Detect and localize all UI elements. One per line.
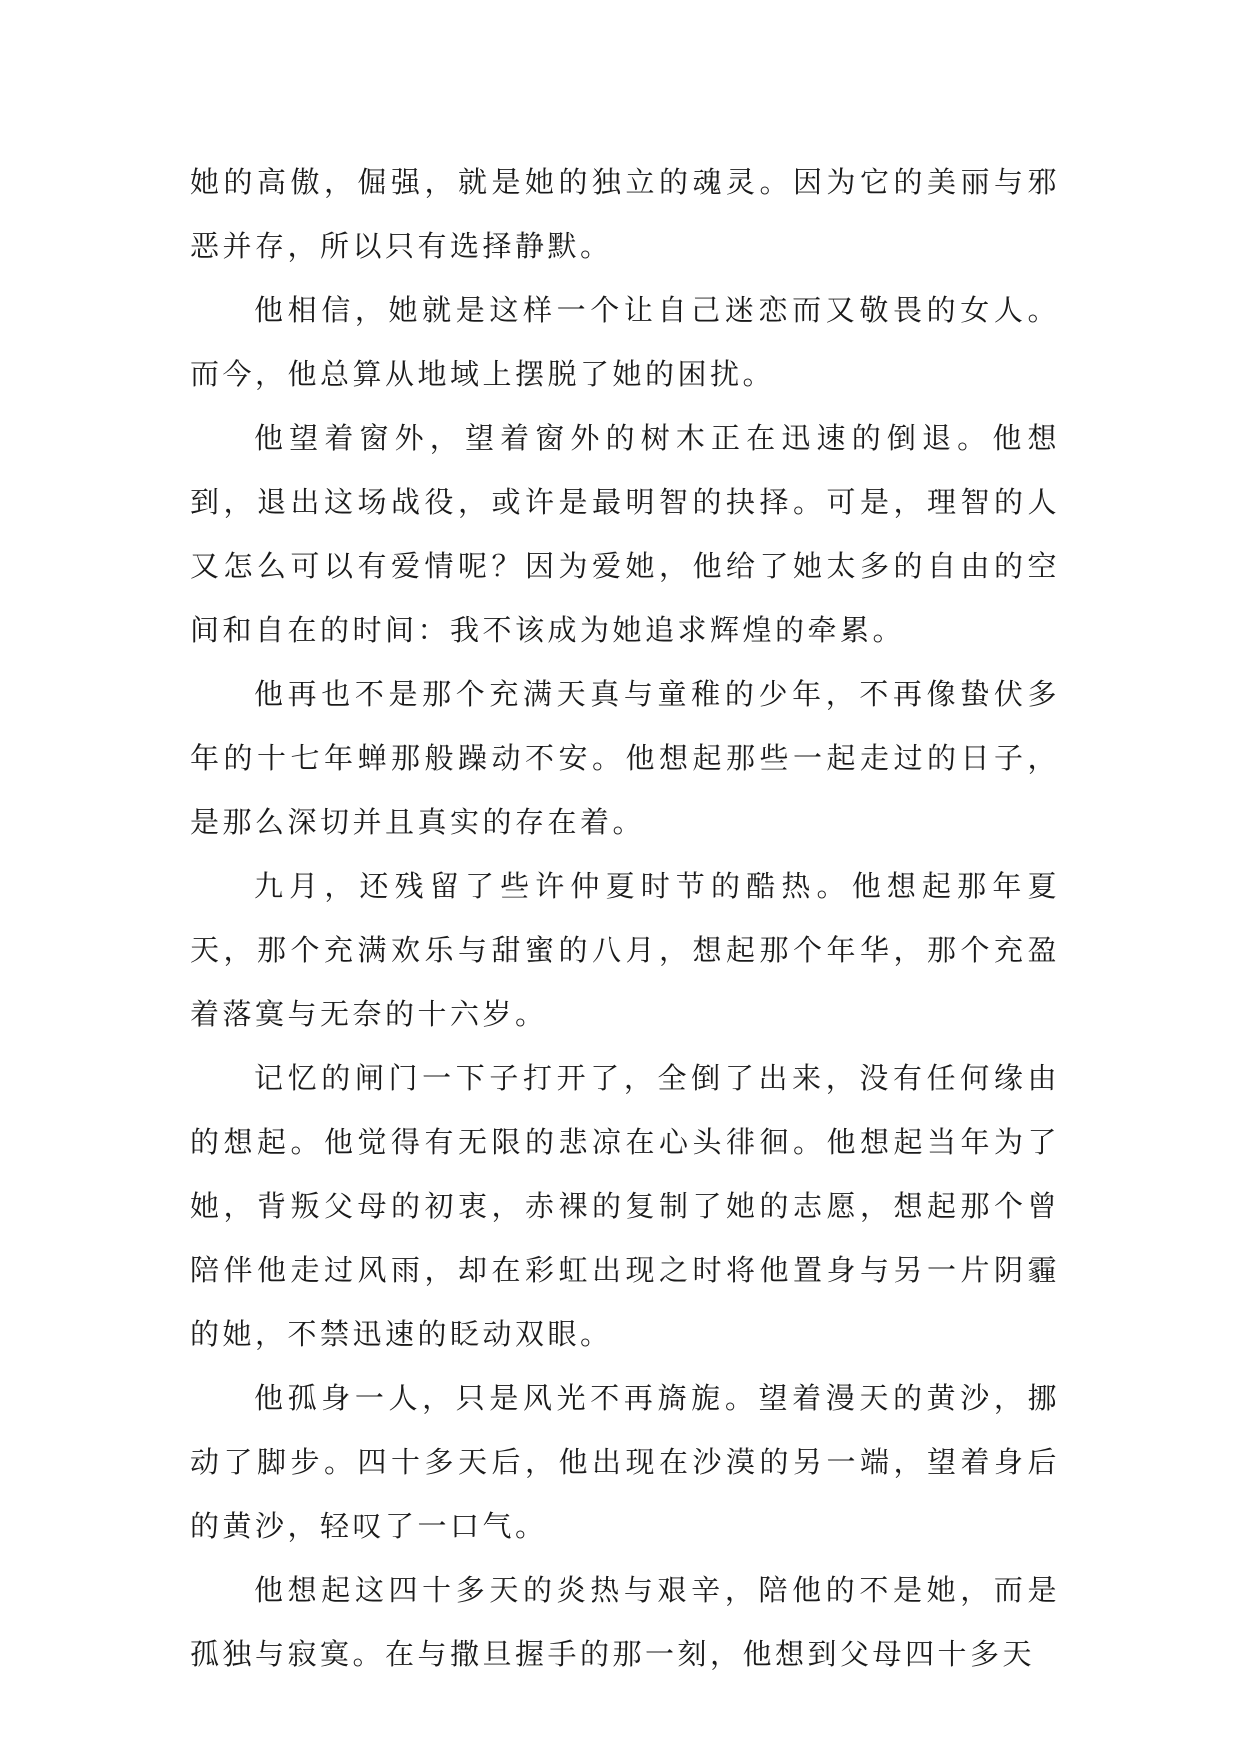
paragraph-1: 她的高傲，倔强，就是她的独立的魂灵。因为它的美丽与邪恶并存，所以只有选择静默。: [190, 165, 1060, 263]
paragraph-6: 记忆的闸门一下子打开了，全倒了出来，没有任何缘由的想起。他觉得有无限的悲凉在心头徘徊。他想起当年为了她，背叛父母的初衷，赤裸的复制了她的志愿，想起那个曾陪伴他走过风雨，却在彩虹出现之时将他置身与另一片阴霾的她，不禁迅速的眨动双眼。: [190, 1061, 1060, 1351]
paragraph-4: 他再也不是那个充满天真与童稚的少年，不再像蛰伏多年的十七年蝉那般躁动不安。他想起那些一起走过的日子，是那么深切并且真实的存在着。: [190, 677, 1060, 839]
paragraph-2: 他相信，她就是这样一个让自己迷恋而又敬畏的女人。而今，他总算从地域上摆脱了她的困扰。: [190, 293, 1060, 391]
document-body: [190, 150, 1060, 1686]
paragraph-8: 他想起这四十多天的炎热与艰辛，陪他的不是她，而是孤独与寂寞。在与撒旦握手的那一刻，他想到父母四十多天: [190, 1573, 1060, 1671]
paragraph-5: 九月，还残留了些许仲夏时节的酷热。他想起那年夏天，那个充满欢乐与甜蜜的八月，想起那个年华，那个充盈着落寞与无奈的十六岁。: [190, 869, 1060, 1031]
paragraph-3: 他望着窗外，望着窗外的树木正在迅速的倒退。他想到，退出这场战役，或许是最明智的抉择。可是，理智的人又怎么可以有爱情呢？因为爱她，他给了她太多的自由的空间和自在的时间：我不该成为她追求辉煌的牵累。: [190, 421, 1060, 647]
paragraph-7: 他孤身一人，只是风光不再旖旎。望着漫天的黄沙，挪动了脚步。四十多天后，他出现在沙漠的另一端，望着身后的黄沙，轻叹了一口气。: [190, 1381, 1060, 1543]
